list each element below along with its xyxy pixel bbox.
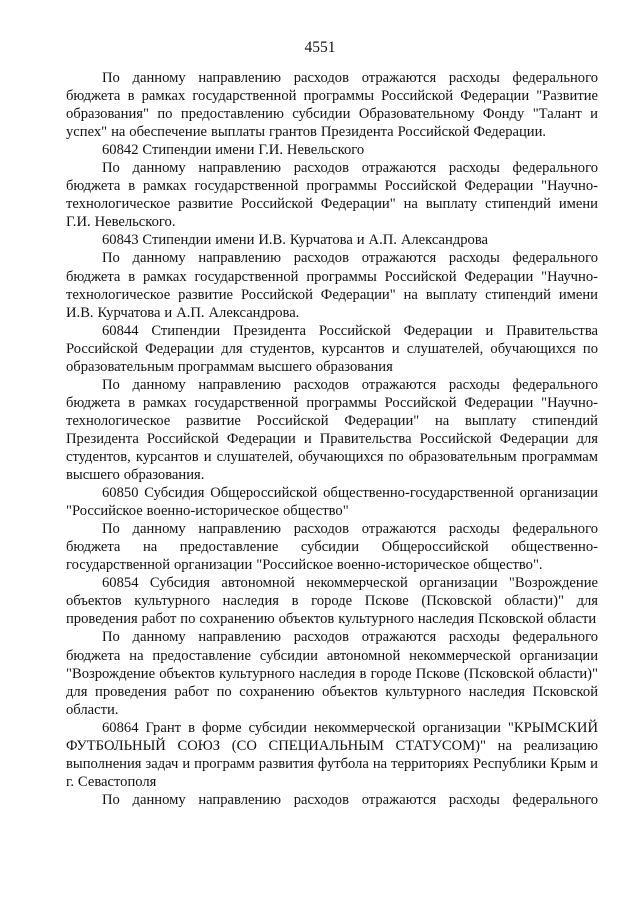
paragraph-expense-description: По данному направлению расходов отражаются расходы федерального бюджета в рамках государственной программы Российской Федерации "Развитие образования" по предоставлению субсидии Образовательному Фонду "Талант и успех" на обеспечение выплаты грантов Президента Российской Федерации. xyxy=(66,70,598,141)
paragraph-code-heading: 60864 Грант в форме субсидии некоммерческой организации "КРЫМСКИЙ ФУТБОЛЬНЫЙ СОЮЗ (СО СПЕЦИАЛЬНЫМ СТАТУСОМ)" на реализацию выполнения задач и программ развития футбола на территориях Республики Крым и г. Севастополя xyxy=(66,719,598,790)
paragraph-expense-description: По данному направлению расходов отражаются расходы федерального бюджета на предоставление субсидии автономной некоммерческой организации "Возрождение объектов культурного наследия в городе Пскове (Псковской области)" для проведения работ по сохранению объектов культурного наследия Псковской области. xyxy=(66,629,598,718)
paragraph-expense-description: По данному направлению расходов отражаются расходы федерального бюджета в рамках государственной программы Российской Федерации "Научно-технологическое развитие Российской Федерации" на выплату стипендий имени И.В. Курчатова и А.П. Александрова. xyxy=(66,250,598,321)
paragraph-expense-description: По данному направлению расходов отражаются расходы федерального бюджета в рамках государственной программы Российской Федерации "Научно-технологическое развитие Российской Федерации" на выплату стипендий имени Г.И. Невельского. xyxy=(66,160,598,231)
document-body xyxy=(66,69,598,809)
paragraph-code-heading: 60854 Субсидия автономной некоммерческой организации "Возрождение объектов культурного наследия в городе Пскове (Псковской области)" для проведения работ по сохранению объектов культурного наследия Псковской области xyxy=(66,575,598,628)
paragraph-expense-description: По данному направлению расходов отражаются расходы федерального xyxy=(102,791,598,808)
paragraph-code-heading: 60842 Стипендии имени Г.И. Невельского xyxy=(102,142,365,159)
paragraph-expense-description: По данному направлению расходов отражаются расходы федерального бюджета на предоставление субсидии Общероссийской общественно-государственной организации "Российское военно-историческое общество". xyxy=(66,521,598,574)
paragraph-code-heading: 60843 Стипендии имени И.В. Курчатова и А.П. Александрова xyxy=(102,232,489,249)
paragraph-code-heading: 60844 Стипендии Президента Российской Федерации и Правительства Российской Федерации для студентов, курсантов и слушателей, обучающихся по образовательным программам высшего образования xyxy=(66,322,598,375)
paragraph-expense-description: По данному направлению расходов отражаются расходы федерального бюджета в рамках государственной программы Российской Федерации "Научно-технологическое развитие Российской Федерации" на выплату стипендий Президента Российской Федерации и Правительства Российской Федерации для студентов, курсантов и слушателей, обучающихся по образовательным программам высшего образования. xyxy=(66,376,598,484)
page-number: 4551 xyxy=(304,39,336,56)
paragraph-code-heading: 60850 Субсидия Общероссийской общественно-государственной организации "Российское военно-историческое общество" xyxy=(66,485,598,520)
